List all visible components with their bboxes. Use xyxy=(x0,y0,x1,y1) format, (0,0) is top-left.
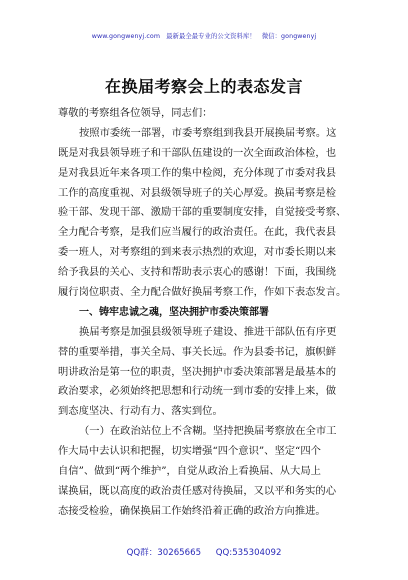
body-line: （一）在政治站位上不含糊。坚持把换届考察放在全市工 xyxy=(79,425,337,438)
body-line: 换届考察是加强县级领导班子建设、推进干部队伍有序更 xyxy=(79,325,337,338)
body-line: 按照市委统一部署，市委考察组到我县开展换届考察。这 xyxy=(79,126,337,139)
wechat-id: 微信：gongwenyj xyxy=(261,33,317,40)
site-header xyxy=(0,31,408,40)
site-url-link[interactable]: www.gongwenyj.com xyxy=(91,33,161,40)
body-line: 尊敬的考察组各位领导，同志们： xyxy=(58,107,213,119)
body-line: 验干部、发现干部、激励干部的重要制度安排，自觉接受考察、 xyxy=(58,206,347,219)
document-title: 在换届考察会上的表态发言 xyxy=(104,77,303,96)
body-line: 谋换届，既以高度的政治责任感对待换届，又以平和务实的心 xyxy=(58,484,337,497)
body-line: 既是对我县领导班子和干部队伍建设的一次全面政治体检，也 xyxy=(58,146,337,159)
section-heading: 一、铸牢忠诚之魂，坚决拥护市委决策部署 xyxy=(79,306,269,318)
qq-number-text: QQ:535304092 xyxy=(215,548,282,558)
qq-group-text: QQ群：30265665 xyxy=(126,548,202,558)
site-slogan: 最新最全最专业的公文资料库！ xyxy=(166,33,256,40)
body-line: 明讲政治是第一位的职责，坚决拥护市委决策部署是最基本的 xyxy=(58,365,337,378)
body-line: 全力配合考察，是我们应当履行的政治责任。在此，我代表县 xyxy=(58,226,337,239)
contact-footer xyxy=(0,546,408,558)
document-body xyxy=(58,104,350,522)
body-line: 作大局中去认识和把握，切实增强“四个意识”、坚定“四个 xyxy=(58,445,321,458)
body-line: 给予我县的关心、支持和帮助表示衷心的感谢！下面，我围绕 xyxy=(58,266,337,279)
body-line: 替的重要举措，事关全局、事关长远。作为县委书记，旗帜鲜 xyxy=(58,345,337,358)
body-line: 政治要求，必须始终把思想和行动统一到市委的安排上来，做 xyxy=(58,385,337,398)
body-line: 是对我县近年来各项工作的集中检阅，充分体现了市委对我县 xyxy=(58,166,337,179)
body-line: 委一班人，对考察组的到来表示热烈的欢迎，对市委长期以来 xyxy=(58,246,337,259)
body-line: 态接受检验，确保换届工作始终沿着正确的政治方向推进。 xyxy=(58,504,326,517)
body-line: 自信”、做到“两个维护”，自觉从政治上看换届、从大局上 xyxy=(58,465,321,478)
body-line: 履行岗位职责、全力配合做好换届考察工作，作如下表态发言。 xyxy=(58,286,347,299)
body-line: 到态度坚决、行动有力、落实到位。 xyxy=(58,405,223,418)
body-line: 工作的高度重视、对县级领导班子的关心厚爱。换届考察是检 xyxy=(58,186,337,199)
